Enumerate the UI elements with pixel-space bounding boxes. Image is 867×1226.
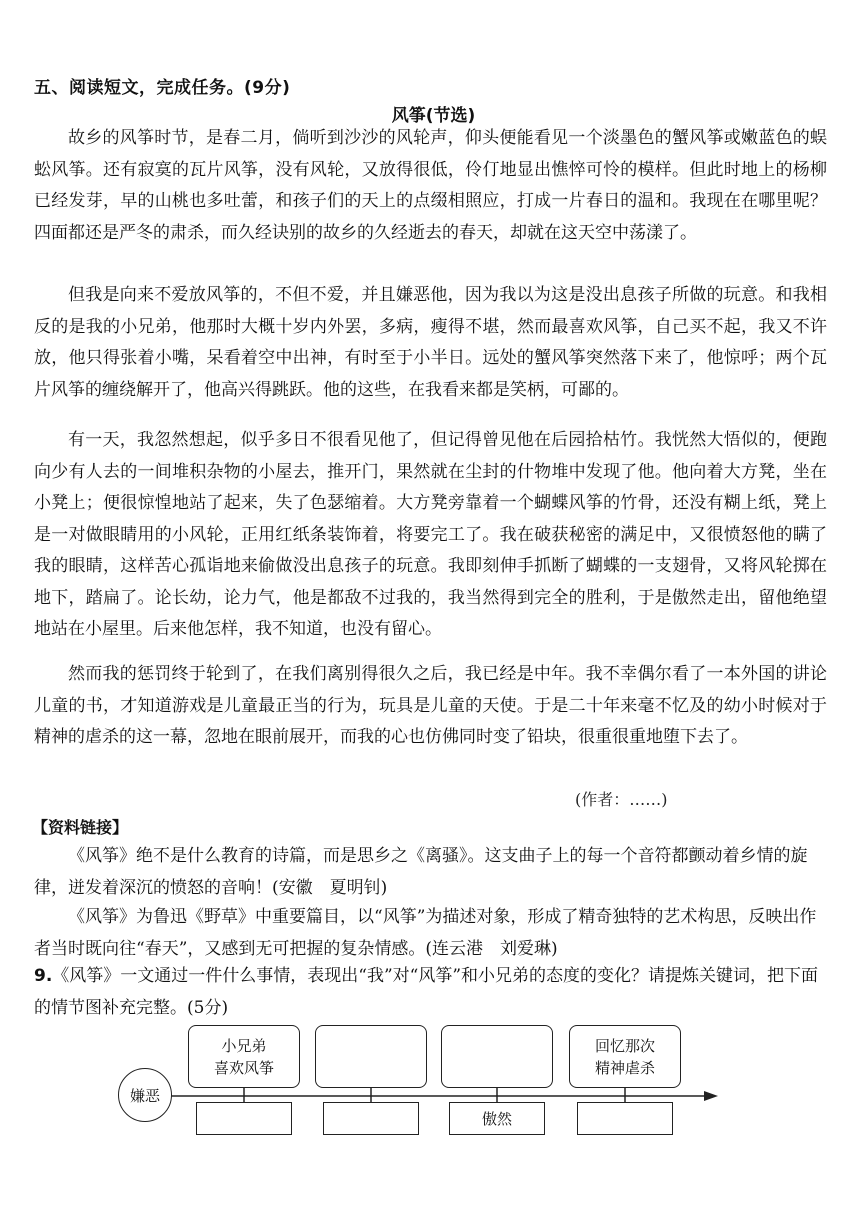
timeline-arrowhead [704,1091,718,1101]
resource-link-heading: 【资料链接】 [32,818,129,837]
article-paragraph-1: 故乡的风筝时节，是春二月，倘听到沙沙的风轮声，仰头便能看见一个淡墨色的蟹风筝或嫩蓝色的蜈蚣风筝。还有寂寞的瓦片风筝，没有风轮，又放得很低，伶仃地显出憔悴可怜的模样。但此时地上的杨柳已经发芽，早的山桃也多吐蕾，和孩子们的天上的点缀相照应，打成一片春日的温和。我现在在哪里呢？四面都还是严冬的肃杀，而久经诀别的故乡的久经逝去的春天，却就在这天空中荡漾了。 [34,128,827,243]
top-box-4-line2: 精神虐杀 [594,1058,655,1077]
article-paragraph-2: 但我是向来不爱放风筝的，不但不爱，并且嫌恶他，因为我以为这是没出息孩子所做的玩意。和我相反的是我的小兄弟，他那时大概十岁内外罢，多病，瘦得不堪，然而最喜欢风筝，自己买不起，我又不许放，他只得张着小嘴，呆看着空中出神，有时至于小半日。远处的蟹风筝突然落下来了，他惊呼；两个瓦片风筝的缠绕解开了，他高兴得跳跃。他的这些，在我看来都是笑柄，可鄙的。 [34,285,827,400]
bottom-box-1-blank[interactable] [196,1102,292,1135]
top-box-2-blank[interactable] [315,1025,427,1088]
bottom-box-3 [449,1102,545,1135]
question-text: 《风筝》一文通过一件什么事情，表现出“我”对“风筝”和小兄弟的态度的变化？请提炼关键词，把下面的情节图补充完整。(5分) [34,966,819,1018]
bottom-box-2-blank[interactable] [323,1102,419,1135]
article-author: (作者：……) [575,790,668,809]
top-box-1-line1: 小兄弟 [221,1036,267,1055]
bottom-box-4-blank[interactable] [577,1102,673,1135]
article-title: 风筝(节选) [391,106,476,126]
top-box-1 [188,1025,300,1088]
resource-link-paragraph-2: 《风筝》为鲁迅《野草》中重要篇目，以“风筝”为描述对象，形成了精奇独特的艺术构思，反映出作者当时既向往“春天”，又感到无可把握的复杂情感。(连云港 刘爱琳) [34,907,817,959]
top-box-1-line2: 喜欢风筝 [213,1058,274,1077]
start-node-label: 嫌恶 [129,1086,160,1105]
article-paragraph-3: 有一天，我忽然想起，似乎多日不很看见他了，但记得曾见他在后园拾枯竹。我恍然大悟似的，便跑向少有人去的一间堆积杂物的小屋去，推开门，果然就在尘封的什物堆中发现了他。他向着大方凳，坐在小凳上；便很惊惶地站了起来，失了色瑟缩着。大方凳旁靠着一个蝴蝶风筝的竹骨，还没有糊上纸，凳上是一对做眼睛用的小风轮，正用红纸条装饰着，将要完工了。我在破获秘密的满足中，又很愤怒他的瞒了我的眼睛，这样苦心孤诣地来偷做没出息孩子的玩意。我即刻伸手抓断了蝴蝶的一支翅骨，又将风轮掷在地下，踏扁了。论长幼，论力气，他是都敌不过我的，我当然得到完全的胜利，于是傲然走出，留他绝望地站在小屋里。后来他怎样，我不知道，也没有留心。 [34,430,827,639]
top-box-4-line1: 回忆那次 [594,1036,655,1055]
top-box-3-blank[interactable] [441,1025,553,1088]
bottom-box-3-label: 傲然 [481,1110,512,1128]
section-title: 五、阅读短文，完成任务。(9分) [34,78,291,98]
resource-link-paragraph-1: 《风筝》绝不是什么教育的诗篇，而是思乡之《离骚》。这支曲子上的每一个音符都颤动着乡情的旋律，迸发着深沉的愤怒的音响！(安徽 夏明钊) [34,846,808,898]
question-number: 9. [34,966,53,986]
article-paragraph-4: 然而我的惩罚终于轮到了，在我们离别得很久之后，我已经是中年。我不幸偶尔看了一本外国的讲论儿童的书，才知道游戏是儿童最正当的行为，玩具是儿童的天使。于是二十年来毫不忆及的幼小时候对于精神的虐杀的这一幕，忽地在眼前展开，而我的心也仿佛同时变了铅块，很重很重地堕下去了。 [34,664,827,747]
top-box-4 [569,1025,681,1088]
start-node [118,1068,172,1122]
